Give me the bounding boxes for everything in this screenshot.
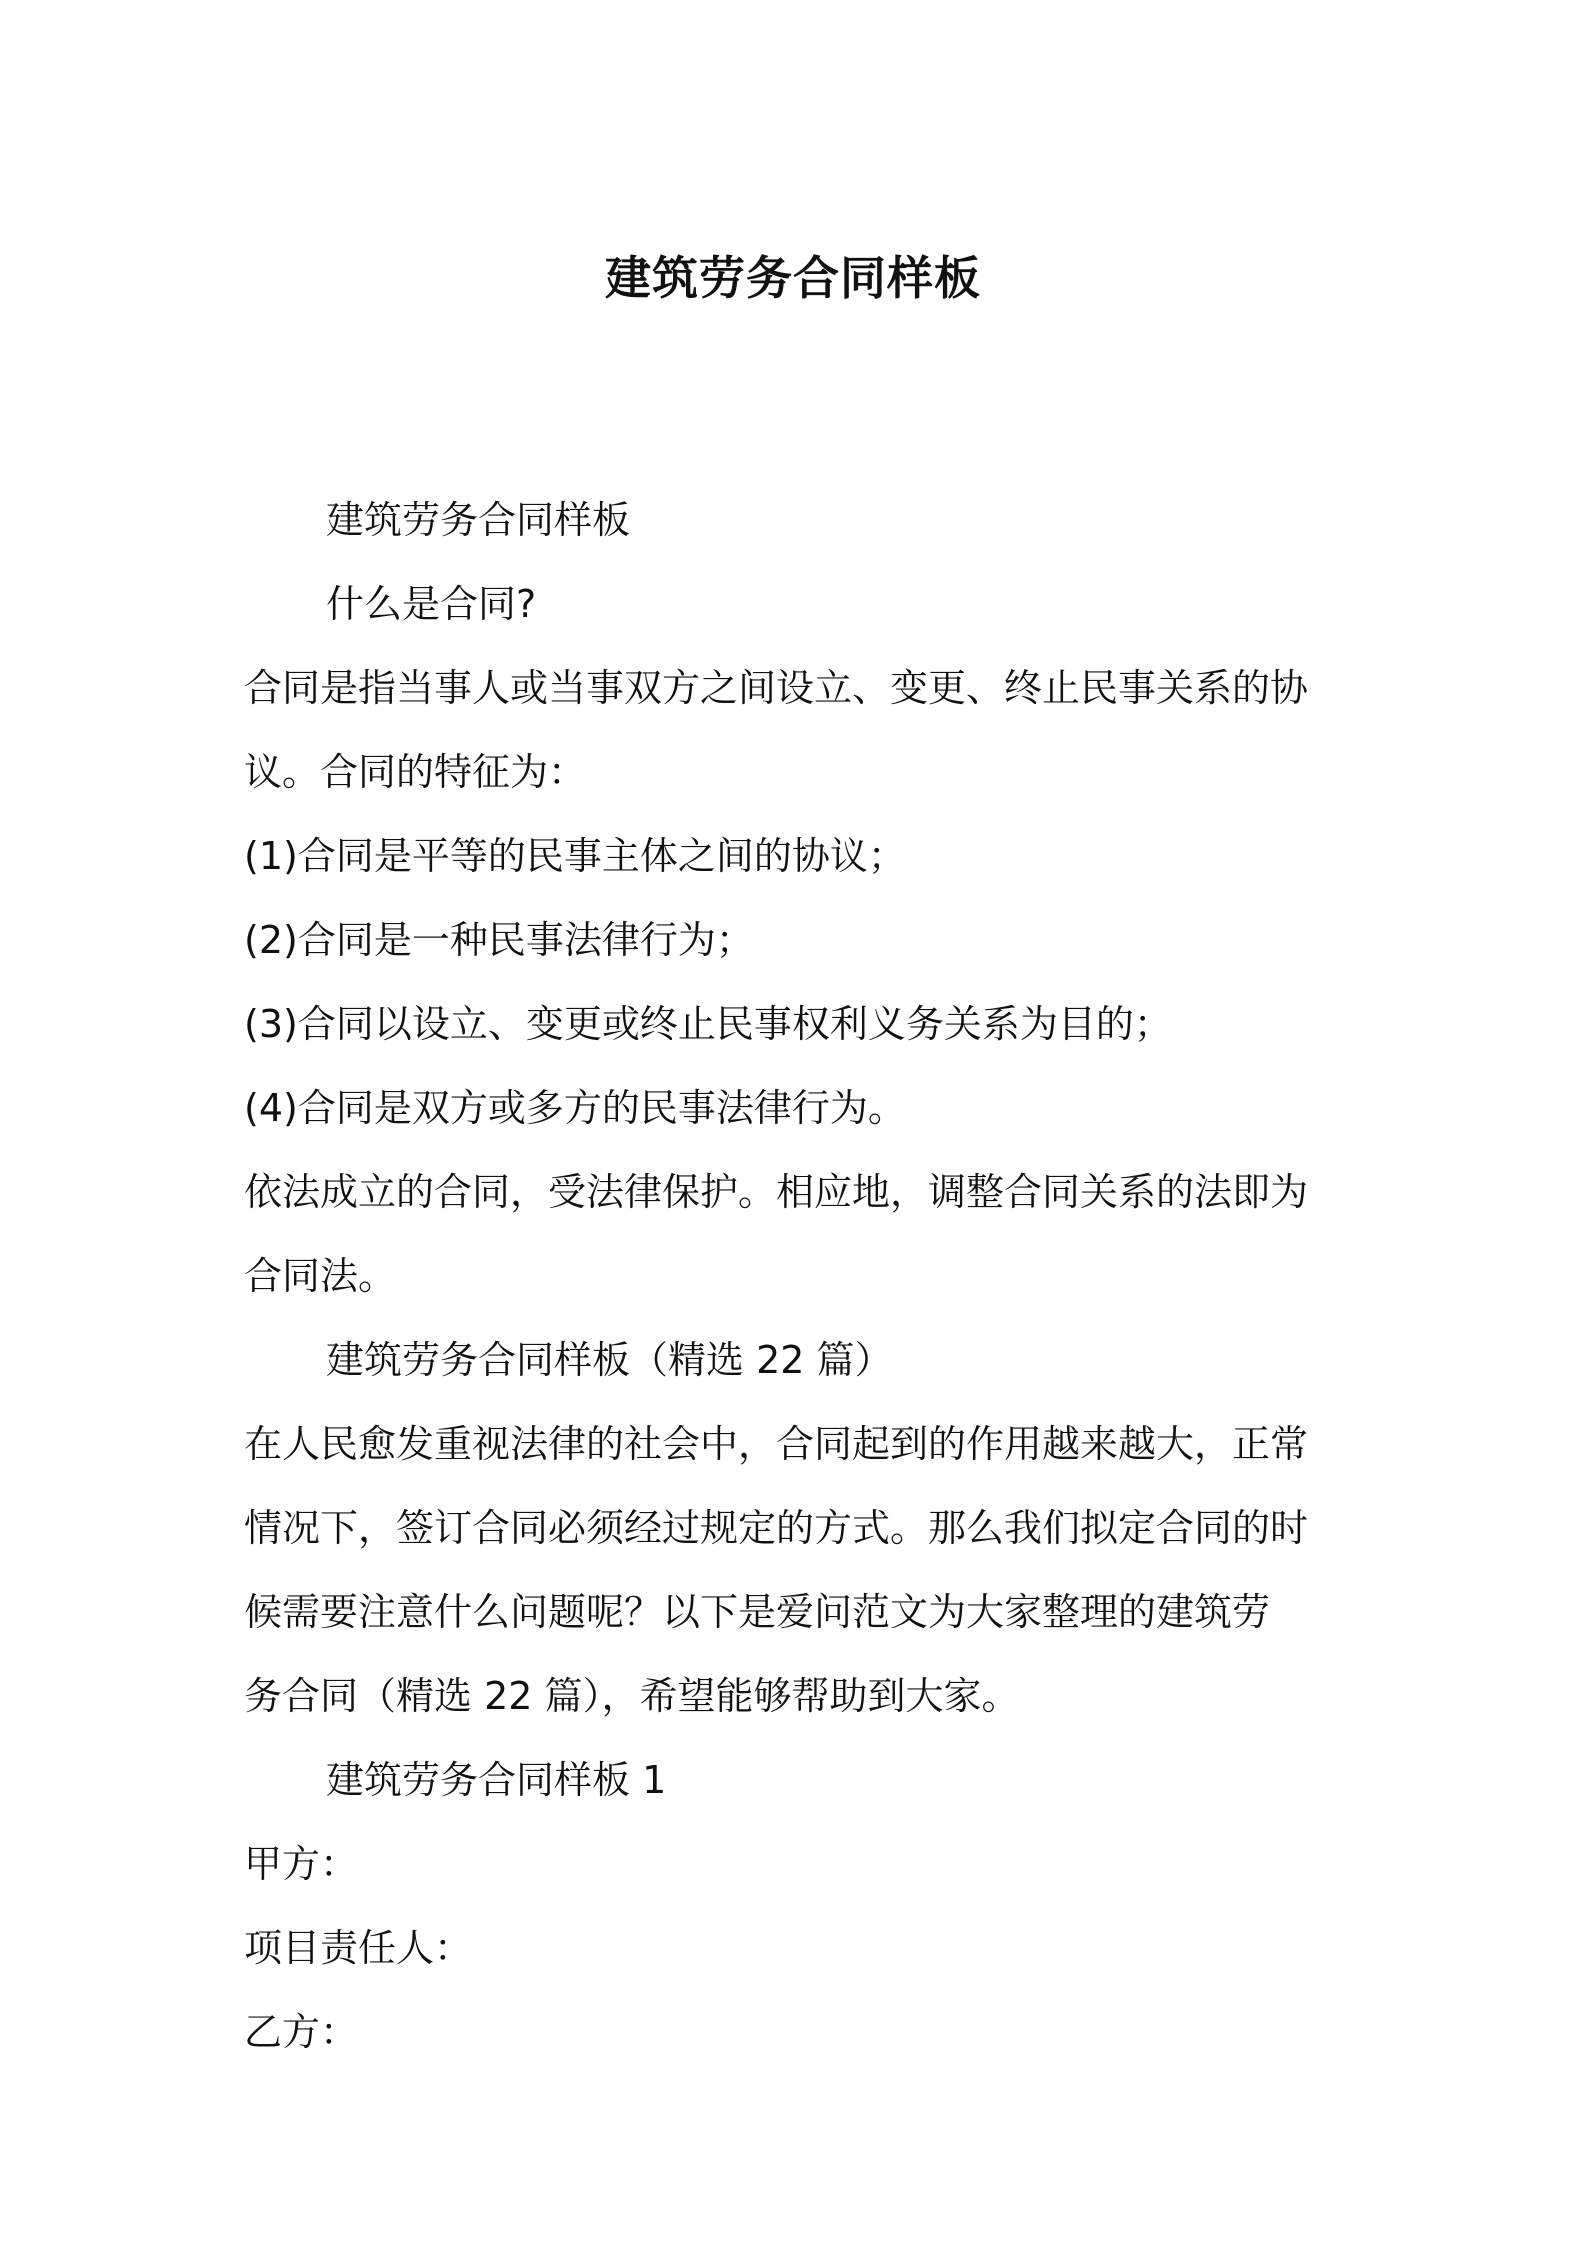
paragraph-definition-line-1: 合同是指当事人或当事双方之间设立、变更、终止民事关系的协 [244, 666, 1309, 710]
project-lead-label: 项目责任人： [244, 1926, 473, 1970]
paragraph-heading: 建筑劳务合同样板 [326, 498, 631, 542]
party-a-label: 甲方： [244, 1842, 359, 1886]
feature-item-4: (4)合同是双方或多方的民事法律行为。 [244, 1086, 906, 1130]
paragraph-law-line-1: 依法成立的合同，受法律保护。相应地，调整合同关系的法即为 [244, 1170, 1309, 1214]
section-heading-selection: 建筑劳务合同样板（精选 22 篇） [326, 1338, 893, 1382]
feature-item-2: (2)合同是一种民事法律行为； [244, 918, 754, 962]
paragraph-intro-line-4: 务合同（精选 22 篇），希望能够帮助到大家。 [244, 1674, 1020, 1718]
feature-item-1: (1)合同是平等的民事主体之间的协议； [244, 834, 906, 878]
paragraph-intro-line-3: 候需要注意什么问题呢？以下是爱问范文为大家整理的建筑劳 [244, 1590, 1271, 1634]
section-heading-template-1: 建筑劳务合同样板 1 [326, 1758, 667, 1802]
paragraph-intro-line-2: 情况下，签订合同必须经过规定的方式。那么我们拟定合同的时 [244, 1506, 1309, 1550]
paragraph-intro-line-1: 在人民愈发重视法律的社会中，合同起到的作用越来越大，正常 [244, 1422, 1309, 1466]
party-b-label: 乙方： [244, 2010, 359, 2054]
paragraph-question: 什么是合同? [326, 582, 537, 626]
paragraph-definition-line-2: 议。合同的特征为： [244, 750, 587, 794]
document-title: 建筑劳务合同样板 [605, 251, 981, 305]
feature-item-3: (3)合同以设立、变更或终止民事权利义务关系为目的； [244, 1002, 1172, 1046]
paragraph-law-line-2: 合同法。 [244, 1254, 397, 1298]
document-body [244, 478, 1364, 2074]
